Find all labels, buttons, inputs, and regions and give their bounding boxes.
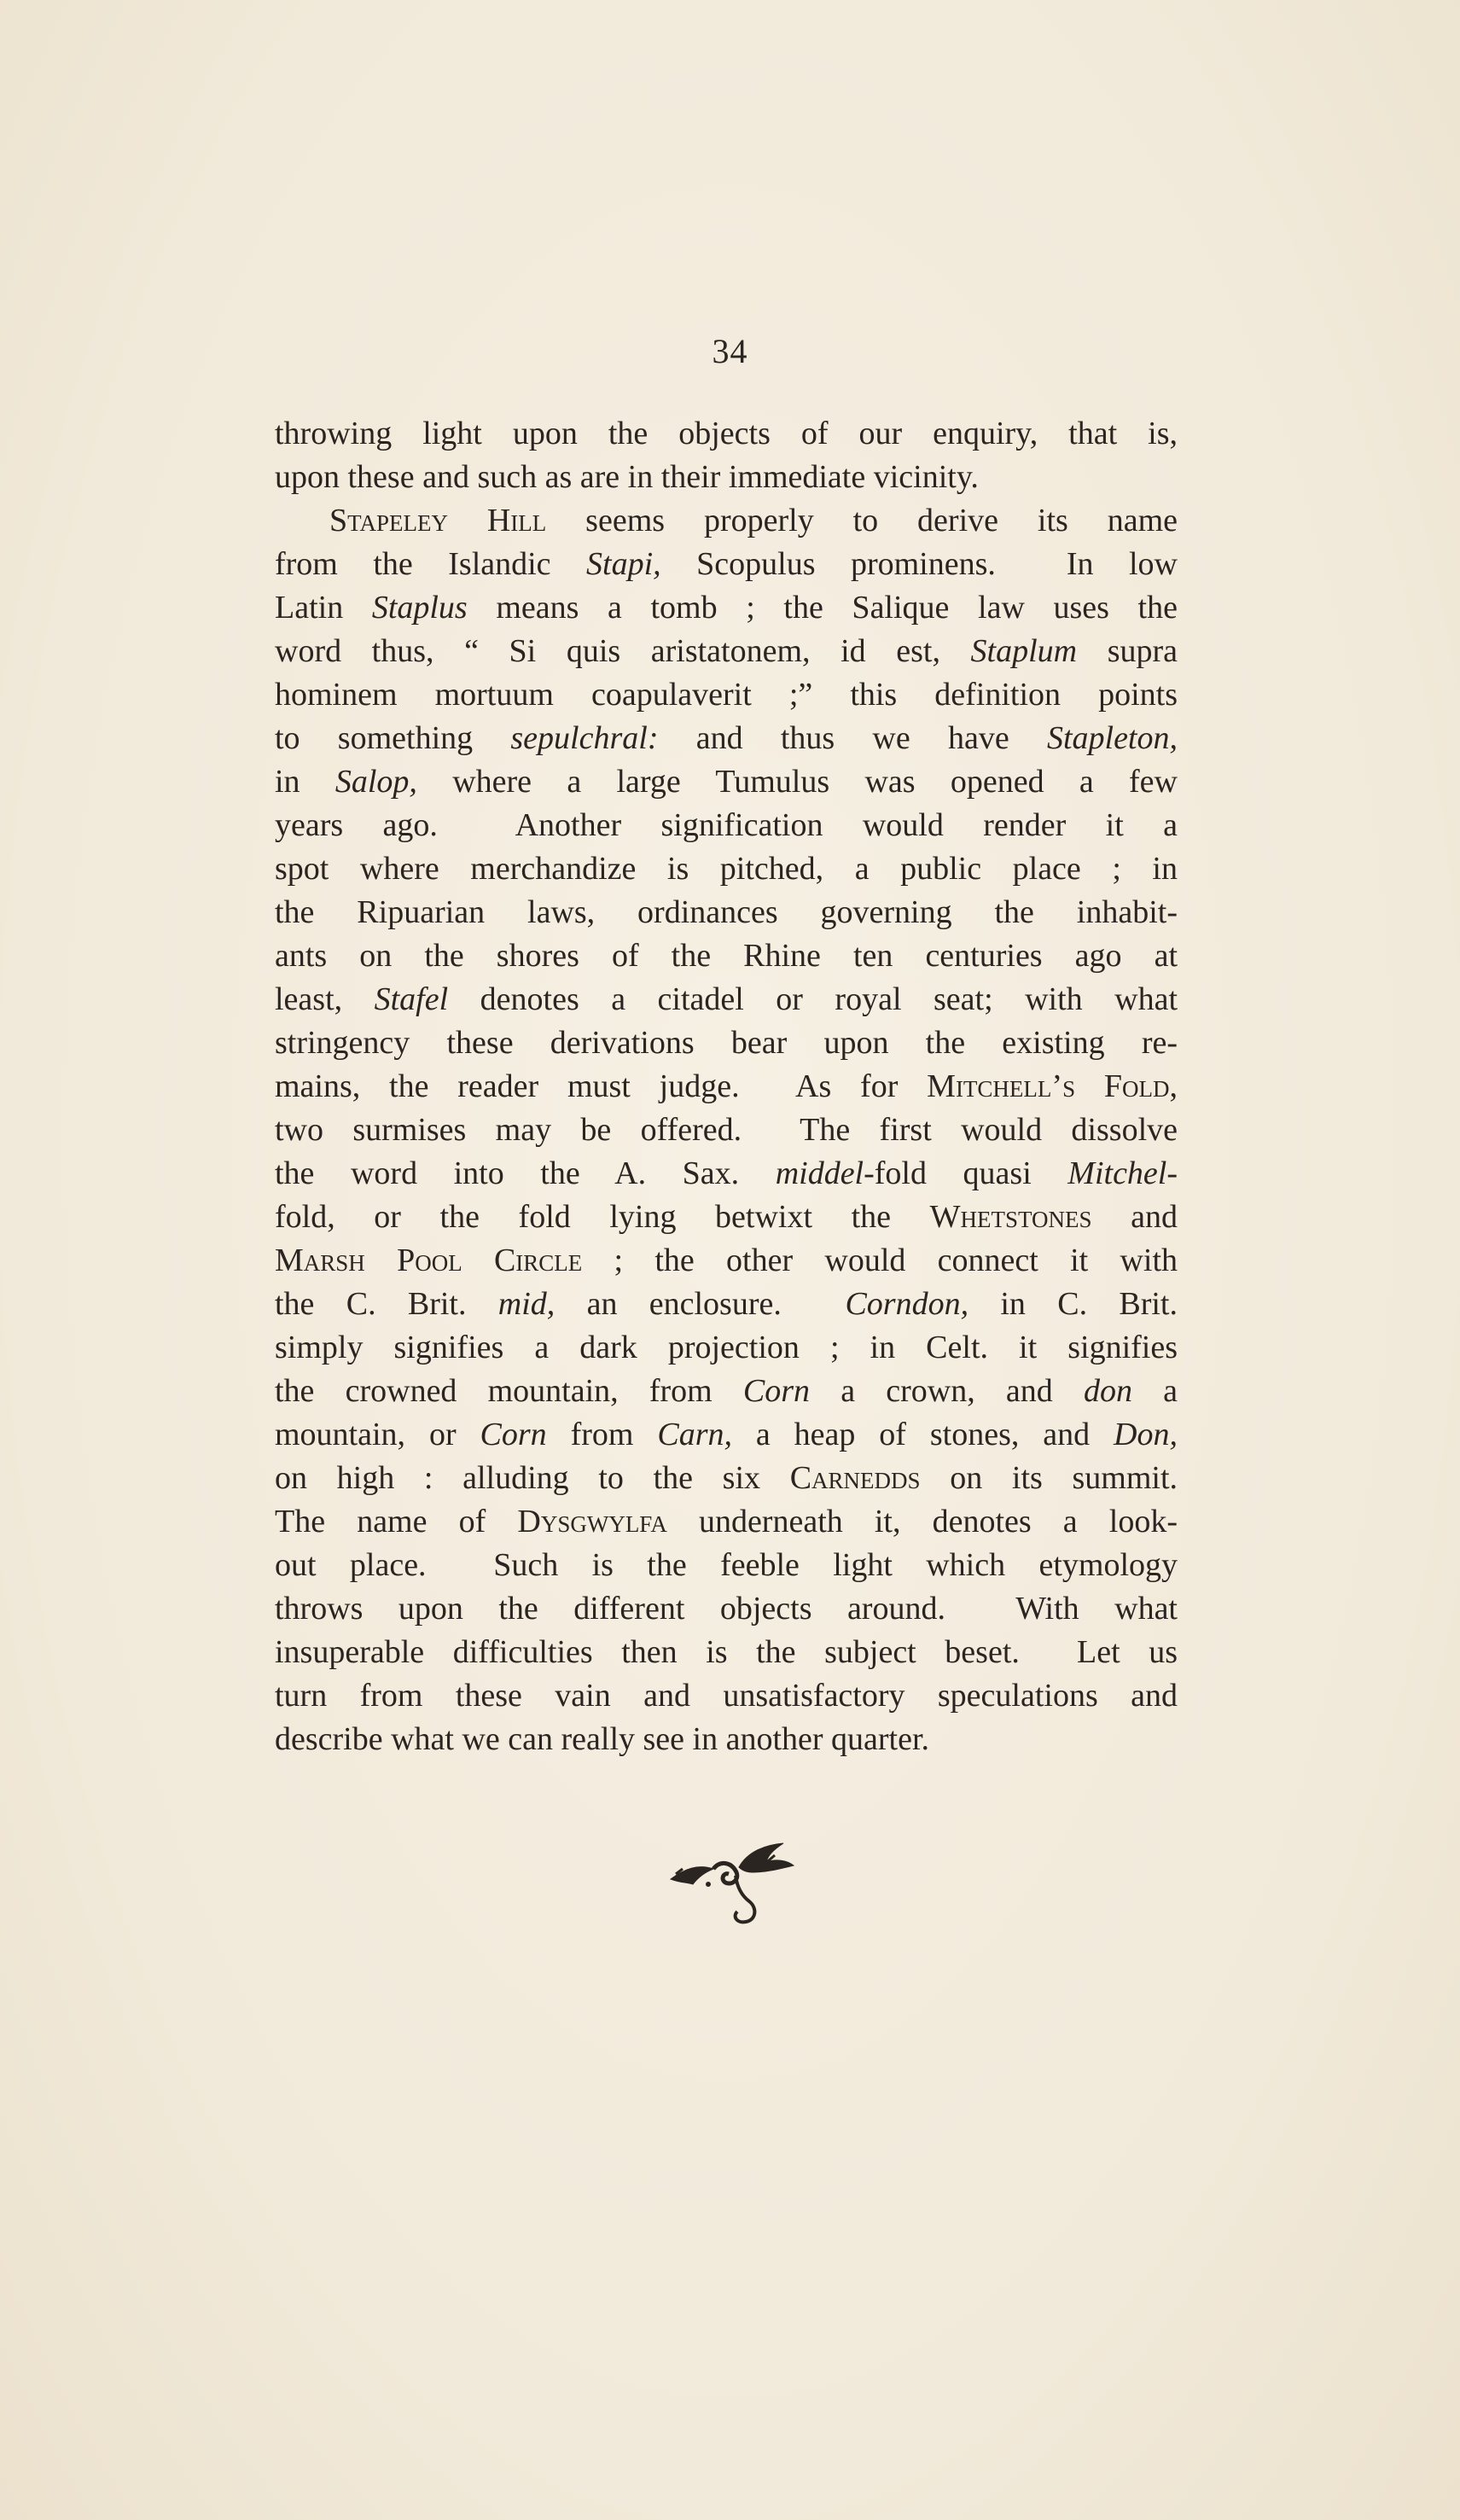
text-line [275, 412, 1178, 456]
italic-term: middel [775, 1155, 864, 1191]
page-number: 34 [712, 332, 748, 370]
text-line [275, 804, 1178, 847]
text-run: -fold quasi [864, 1155, 1068, 1191]
text-line [275, 673, 1178, 717]
text-line [275, 978, 1178, 1021]
text-line [275, 1326, 1178, 1370]
italic-term: Staplus [371, 590, 468, 626]
text-line [275, 456, 1178, 499]
text-line [275, 1457, 1178, 1500]
text-run: supra [1077, 633, 1178, 669]
italic-term: Carn, [657, 1417, 732, 1452]
text-run: on its summit. [920, 1460, 1178, 1496]
text-run: a [1131, 1373, 1178, 1409]
text-run: least, [275, 981, 375, 1017]
place-name: Whetstones [929, 1199, 1092, 1235]
text-line [275, 891, 1178, 934]
text-run: insuperable difficulties then is the subject beset. Let us [275, 1634, 1178, 1670]
text-run: the C. Brit. [275, 1286, 498, 1322]
text-line [275, 934, 1178, 978]
text-run: hominem mortuum coapulaverit ;” this definition points [275, 677, 1178, 713]
text-run: stringency these derivations bear upon the existing re- [275, 1025, 1178, 1061]
text-line [275, 1021, 1178, 1065]
text-run: mains, the reader must judge. As for [275, 1068, 928, 1104]
text-line [275, 1544, 1178, 1587]
italic-term: Stapleton, [1046, 720, 1178, 756]
text-line [275, 543, 1178, 586]
italic-term: Don, [1114, 1417, 1178, 1452]
text-run: describe what we can really see in another quarter. [275, 1721, 930, 1757]
text-run: means a tomb ; the Salique law uses the [467, 590, 1178, 626]
tailpiece-ornament-icon [664, 1835, 800, 1929]
text-line [275, 1500, 1178, 1544]
text-line [275, 1674, 1178, 1718]
text-run: where a large Tumulus was opened a few [416, 764, 1178, 800]
text-run: years ago. Another signification would render it a [275, 807, 1178, 843]
text-line [275, 1109, 1178, 1152]
text-run: word thus, “ Si quis aristatonem, id est, [275, 633, 971, 669]
text-run: an enclosure. [555, 1286, 846, 1322]
text-run: the crowned mountain, from [275, 1373, 743, 1409]
text-line [275, 1718, 1178, 1761]
text-line [275, 499, 1178, 543]
body-text [275, 412, 1178, 1761]
italic-term: Corn [742, 1373, 811, 1409]
text-line [275, 1587, 1178, 1631]
text-line [275, 1283, 1178, 1326]
text-run: from [546, 1417, 658, 1452]
italic-term: Corn [480, 1417, 547, 1452]
text-run: and [1091, 1199, 1178, 1235]
text-run: throwing light upon the objects of our enquiry, that is, [275, 416, 1178, 451]
text-run: turn from these vain and unsatisfactory speculations and [275, 1678, 1178, 1714]
text-run: upon these and such as are in their immediate vicinity. [275, 459, 979, 495]
text-run: out place. Such is the feeble light which etymology [275, 1547, 1178, 1583]
text-run: spot where merchandize is pitched, a public place ; in [275, 851, 1178, 887]
text-line [275, 630, 1178, 673]
text-run: the Ripuarian laws, ordinances governing the inhabit- [275, 894, 1178, 930]
text-run: underneath it, denotes a look- [666, 1504, 1178, 1539]
place-name: Stapeley Hill [329, 503, 547, 538]
text-run: and thus we have [658, 720, 1047, 756]
italic-term: Staplum [970, 633, 1078, 669]
text-line [275, 760, 1178, 804]
text-run: in [275, 764, 335, 800]
text-line [275, 586, 1178, 630]
text-run: fold, or the fold lying betwixt the [275, 1199, 930, 1235]
place-name: Marsh Pool Circle [275, 1243, 583, 1278]
text-run: two surmises may be offered. The first would dissolve [275, 1112, 1178, 1148]
italic-term: Corndon, [845, 1286, 969, 1322]
text-run: to something [275, 720, 511, 756]
italic-term: Salop, [334, 764, 417, 800]
text-line [275, 1152, 1178, 1196]
place-name: Dysgwylfa [517, 1504, 667, 1539]
italic-term: sepulchral: [510, 720, 659, 756]
text-run: Latin [275, 590, 372, 626]
text-run: from the Islandic [275, 546, 587, 582]
text-line [275, 1196, 1178, 1239]
text-run: mountain, or [275, 1417, 480, 1452]
text-run: ; the other would connect it with [582, 1243, 1178, 1278]
text-line [275, 1631, 1178, 1674]
text-line [275, 717, 1178, 760]
text-line [275, 1065, 1178, 1109]
italic-term: don [1083, 1373, 1132, 1409]
text-run: the word into the A. Sax. [275, 1155, 776, 1191]
italic-term: Stapi, [586, 546, 661, 582]
text-run: in C. Brit. [968, 1286, 1178, 1322]
text-run: seems properly to derive its name [546, 503, 1178, 538]
text-run: throws upon the different objects around. With what [275, 1591, 1178, 1627]
text-run: a heap of stones, and [731, 1417, 1114, 1452]
text-run: The name of [275, 1504, 518, 1539]
text-line [275, 1413, 1178, 1457]
text-run: simply signifies a dark projection ; in Celt. it signifies [275, 1330, 1178, 1365]
place-name: Mitchell’s Fold, [927, 1068, 1178, 1104]
text-run: a crown, and [810, 1373, 1084, 1409]
text-run: on high : alluding to the six [275, 1460, 790, 1496]
text-line [275, 1370, 1178, 1413]
text-line [275, 1239, 1178, 1283]
italic-term: mid, [497, 1286, 555, 1322]
text-run: denotes a citadel or royal seat; with what [448, 981, 1178, 1017]
text-run: ants on the shores of the Rhine ten centuries ago at [275, 938, 1178, 974]
place-name: Carnedds [789, 1460, 921, 1496]
italic-term: Stafel [374, 981, 449, 1017]
text-run: Scopulus prominens. In low [660, 546, 1178, 582]
italic-term: Mitchel- [1067, 1155, 1178, 1191]
text-line [275, 847, 1178, 891]
